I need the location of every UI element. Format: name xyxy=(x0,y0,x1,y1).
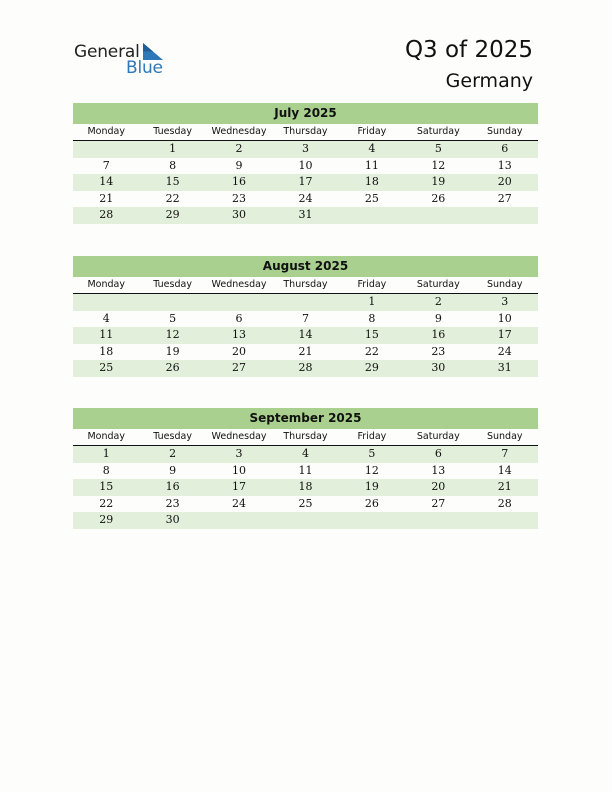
day-cell: 31 xyxy=(497,361,512,375)
weekday-label: Tuesday xyxy=(153,126,192,137)
day-cell: 4 xyxy=(102,311,110,325)
day-cell: 9 xyxy=(169,463,177,477)
day-cell: 15 xyxy=(165,175,180,189)
day-cell: 10 xyxy=(497,311,512,325)
month-calendar-august xyxy=(73,256,538,377)
day-cell: 18 xyxy=(298,480,313,494)
day-cell: 2 xyxy=(434,295,442,308)
day-cell: 16 xyxy=(232,175,247,189)
week-row xyxy=(73,512,538,529)
day-cell: 4 xyxy=(301,447,309,460)
day-cell: 27 xyxy=(497,191,512,205)
day-cell: 30 xyxy=(431,361,446,375)
day-cell: 6 xyxy=(501,142,509,155)
day-cell: 29 xyxy=(364,361,379,375)
weekday-header-row xyxy=(73,277,538,294)
day-cell: 13 xyxy=(497,158,512,172)
day-cell: 21 xyxy=(298,344,313,358)
month-header: July 2025 xyxy=(73,103,538,124)
page-title: Q3 of 2025 xyxy=(404,37,533,63)
day-cell: 25 xyxy=(298,496,313,510)
day-cell: 8 xyxy=(169,158,177,172)
day-cell: 5 xyxy=(169,311,177,325)
week-row xyxy=(73,174,538,191)
day-cell: 31 xyxy=(298,208,313,222)
day-cell: 11 xyxy=(364,158,379,172)
weekday-label: Sunday xyxy=(486,279,523,290)
week-row xyxy=(73,496,538,513)
day-cell: 30 xyxy=(165,513,180,527)
week-row xyxy=(73,141,538,158)
day-cell: 5 xyxy=(434,142,442,155)
weekday-label: Wednesday xyxy=(211,431,267,442)
day-cell xyxy=(472,512,538,529)
weekday-header-row xyxy=(73,429,538,446)
day-cell xyxy=(339,207,405,224)
day-cell: 9 xyxy=(235,158,243,172)
day-cell xyxy=(73,294,139,311)
day-cell xyxy=(405,512,471,529)
day-cell: 11 xyxy=(99,328,114,342)
day-cell: 28 xyxy=(497,496,512,510)
day-cell: 1 xyxy=(368,295,376,308)
day-cell: 9 xyxy=(434,311,442,325)
weekday-label: Thursday xyxy=(283,431,328,442)
day-cell: 22 xyxy=(364,344,379,358)
day-cell: 17 xyxy=(298,175,313,189)
day-cell xyxy=(272,512,338,529)
weekday-label: Sunday xyxy=(486,126,523,137)
day-cell: 19 xyxy=(431,175,446,189)
day-cell xyxy=(73,141,139,158)
day-cell: 13 xyxy=(431,463,446,477)
month-header: September 2025 xyxy=(73,408,538,429)
weekday-header-row xyxy=(73,124,538,141)
week-row xyxy=(73,158,538,175)
day-cell: 1 xyxy=(169,142,177,155)
day-cell: 12 xyxy=(364,463,379,477)
day-cell xyxy=(272,294,338,311)
week-row xyxy=(73,446,538,463)
weekday-label: Monday xyxy=(87,279,125,290)
weekday-label: Monday xyxy=(87,126,125,137)
day-cell: 26 xyxy=(165,361,180,375)
day-cell: 19 xyxy=(364,480,379,494)
day-cell: 26 xyxy=(364,496,379,510)
day-cell: 14 xyxy=(497,463,512,477)
day-cell: 30 xyxy=(232,208,247,222)
week-row xyxy=(73,479,538,496)
day-cell: 3 xyxy=(235,447,243,460)
day-cell: 20 xyxy=(497,175,512,189)
day-cell: 8 xyxy=(102,463,110,477)
logo-blue-text: Blue xyxy=(126,58,163,78)
weekday-label: Sunday xyxy=(486,431,523,442)
day-cell: 21 xyxy=(497,480,512,494)
generalblue-logo xyxy=(74,42,174,78)
day-cell: 29 xyxy=(99,513,114,527)
day-cell: 7 xyxy=(301,311,309,325)
day-cell: 18 xyxy=(99,344,114,358)
day-cell: 13 xyxy=(232,328,247,342)
day-cell: 19 xyxy=(165,344,180,358)
day-cell xyxy=(206,512,272,529)
day-cell: 28 xyxy=(298,361,313,375)
week-row xyxy=(73,191,538,208)
week-row xyxy=(73,360,538,377)
day-cell: 22 xyxy=(165,191,180,205)
weekday-label: Monday xyxy=(87,431,125,442)
day-cell: 20 xyxy=(431,480,446,494)
day-cell: 3 xyxy=(501,295,509,308)
day-cell: 3 xyxy=(301,142,309,155)
day-cell: 12 xyxy=(431,158,446,172)
weekday-label: Saturday xyxy=(416,431,460,442)
month-calendar-september xyxy=(73,408,538,529)
day-cell: 24 xyxy=(497,344,512,358)
day-cell: 7 xyxy=(501,447,509,460)
day-cell: 15 xyxy=(364,328,379,342)
day-cell: 17 xyxy=(497,328,512,342)
day-cell: 29 xyxy=(165,208,180,222)
day-cell: 23 xyxy=(165,496,180,510)
day-cell: 24 xyxy=(298,191,313,205)
weekday-label: Wednesday xyxy=(211,279,267,290)
page-subtitle: Germany xyxy=(445,70,533,92)
day-cell: 14 xyxy=(298,328,313,342)
week-row xyxy=(73,344,538,361)
weekday-label: Saturday xyxy=(416,126,460,137)
day-cell: 24 xyxy=(232,496,247,510)
day-cell: 12 xyxy=(165,328,180,342)
week-row xyxy=(73,207,538,224)
day-cell: 5 xyxy=(368,447,376,460)
day-cell: 27 xyxy=(232,361,247,375)
day-cell: 6 xyxy=(434,447,442,460)
day-cell: 21 xyxy=(99,191,114,205)
day-cell: 1 xyxy=(102,447,110,460)
day-cell: 10 xyxy=(298,158,313,172)
week-row xyxy=(73,311,538,328)
day-cell: 16 xyxy=(431,328,446,342)
day-cell: 14 xyxy=(99,175,114,189)
weekday-label: Friday xyxy=(357,126,387,137)
day-cell xyxy=(472,207,538,224)
weekday-label: Friday xyxy=(357,279,387,290)
day-cell: 18 xyxy=(364,175,379,189)
day-cell: 7 xyxy=(102,158,110,172)
day-cell: 25 xyxy=(99,361,114,375)
day-cell: 23 xyxy=(232,191,247,205)
day-cell: 22 xyxy=(99,496,114,510)
day-cell: 27 xyxy=(431,496,446,510)
day-cell: 16 xyxy=(165,480,180,494)
day-cell: 11 xyxy=(298,463,313,477)
month-calendar-july xyxy=(73,103,538,224)
day-cell xyxy=(206,294,272,311)
weekday-label: Thursday xyxy=(283,126,328,137)
day-cell xyxy=(339,512,405,529)
day-cell: 2 xyxy=(235,142,243,155)
day-cell: 17 xyxy=(232,480,247,494)
day-cell: 2 xyxy=(169,447,177,460)
weekday-label: Tuesday xyxy=(153,431,192,442)
day-cell: 23 xyxy=(431,344,446,358)
day-cell: 25 xyxy=(364,191,379,205)
day-cell: 6 xyxy=(235,311,243,325)
weekday-label: Thursday xyxy=(283,279,328,290)
week-row xyxy=(73,294,538,311)
day-cell: 15 xyxy=(99,480,114,494)
month-header: August 2025 xyxy=(73,256,538,277)
day-cell: 20 xyxy=(232,344,247,358)
day-cell: 4 xyxy=(368,142,376,155)
weekday-label: Tuesday xyxy=(153,279,192,290)
day-cell: 10 xyxy=(232,463,247,477)
weekday-label: Wednesday xyxy=(211,126,267,137)
day-cell: 8 xyxy=(368,311,376,325)
weekday-label: Friday xyxy=(357,431,387,442)
week-row xyxy=(73,463,538,480)
day-cell: 26 xyxy=(431,191,446,205)
logo-general-text: General xyxy=(74,42,140,62)
day-cell xyxy=(405,207,471,224)
weekday-label: Saturday xyxy=(416,279,460,290)
week-row xyxy=(73,327,538,344)
day-cell: 28 xyxy=(99,208,114,222)
day-cell xyxy=(139,294,205,311)
